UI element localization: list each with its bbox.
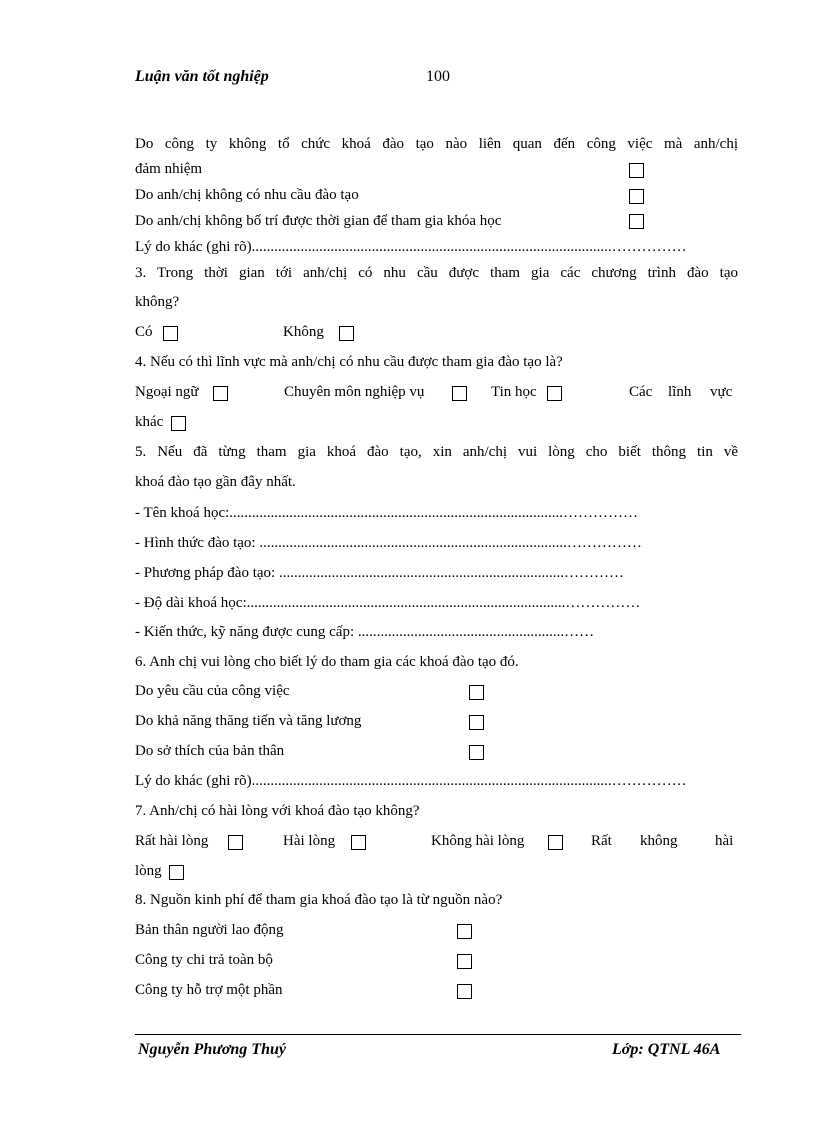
q4-option-professional: Chuyên môn nghiệp vụ: [284, 384, 425, 400]
footer-rule: [135, 1034, 741, 1035]
q4-option-other-word-3: vực: [710, 384, 733, 400]
q8-option-company-full: Công ty chi trả toàn bộ: [135, 952, 273, 968]
q4-option-foreign-language: Ngoại ngữ: [135, 384, 199, 400]
q7-option-satisfied: Hài lòng: [283, 833, 336, 849]
checkbox-q4-foreign-language[interactable]: [213, 386, 228, 401]
q5-field-course-name[interactable]: - Tên khoá học:.........................................................................................……………: [135, 505, 639, 521]
q5-line-2: khoá đào tạo gần đây nhất.: [135, 474, 296, 490]
checkbox-q4-professional[interactable]: [452, 386, 467, 401]
checkbox-q4-it[interactable]: [547, 386, 562, 401]
intro-other-reason[interactable]: Lý do khác (ghi rõ)................................................................................................……………: [135, 239, 687, 255]
q7-option-very-unsatisfied-word-2: không: [640, 833, 678, 849]
q4-question: 4. Nếu có thì lĩnh vực mà anh/chị có nhu cầu được tham gia đào tạo là?: [135, 354, 563, 370]
q3-yes-label: Có: [135, 324, 153, 340]
footer-author: Nguyễn Phương Thuý: [138, 1041, 286, 1058]
intro-line-1: Do công ty không tổ chức khoá đào tạo nào liên quan đến công việc mà anh/chị: [135, 136, 738, 152]
q5-field-skills[interactable]: - Kiến thức, kỹ năng được cung cấp: .......................................................……: [135, 624, 595, 640]
checkbox-q8-company-full[interactable]: [457, 954, 472, 969]
q3-line-2: không?: [135, 294, 180, 310]
q5-field-course-length[interactable]: - Độ dài khoá học:.....................................................................................……………: [135, 595, 641, 611]
checkbox-q4-other[interactable]: [171, 416, 186, 431]
q8-option-employee: Bản thân người lao động: [135, 922, 284, 938]
q4-option-other-word-2: lĩnh: [668, 384, 692, 400]
q7-option-very-unsatisfied-word-1: Rất: [591, 833, 612, 849]
intro-option-no-time: Do anh/chị không bố trí được thời gian để tham gia khóa học: [135, 213, 502, 229]
checkbox-q6-interest[interactable]: [469, 745, 484, 760]
checkbox-q8-company-partial[interactable]: [457, 984, 472, 999]
checkbox-q6-job-requirement[interactable]: [469, 685, 484, 700]
intro-line-2: đảm nhiệm: [135, 161, 203, 177]
q8-question: 8. Nguồn kinh phí để tham gia khoá đào tạo là từ nguồn nào?: [135, 892, 503, 908]
checkbox-q3-no[interactable]: [339, 326, 354, 341]
q6-option-interest: Do sở thích của bản thân: [135, 743, 285, 759]
checkbox-no-course[interactable]: [629, 163, 644, 178]
checkbox-no-time[interactable]: [629, 214, 644, 229]
q7-option-very-unsatisfied-word-3: hài: [715, 833, 734, 849]
q7-option-very-satisfied: Rất hài lòng: [135, 833, 209, 849]
q6-option-job-requirement: Do yêu cầu của công việc: [135, 683, 290, 699]
checkbox-q7-very-unsatisfied[interactable]: [169, 865, 184, 880]
checkbox-q7-very-satisfied[interactable]: [228, 835, 243, 850]
q3-line-1: 3. Trong thời gian tới anh/chị có nhu cầu được tham gia các chương trình đào tạo: [135, 265, 738, 281]
checkbox-no-need[interactable]: [629, 189, 644, 204]
q8-option-company-partial: Công ty hỗ trợ một phần: [135, 982, 283, 998]
q3-no-label: Không: [283, 324, 324, 340]
footer-class: Lớp: QTNL 46A: [612, 1041, 721, 1058]
checkbox-q3-yes[interactable]: [163, 326, 178, 341]
q7-question: 7. Anh/chị có hài lòng với khoá đào tạo không?: [135, 803, 420, 819]
page-number: 100: [426, 68, 450, 85]
q7-option-very-unsatisfied-word-4: lòng: [135, 863, 162, 879]
q5-field-training-method[interactable]: - Phương pháp đào tạo: ............................................................................…………: [135, 565, 624, 581]
q5-line-1: 5. Nếu đã từng tham gia khoá đào tạo, xin anh/chị vui lòng cho biết thông tin về: [135, 444, 738, 460]
q4-option-it: Tin học: [491, 384, 537, 400]
checkbox-q7-satisfied[interactable]: [351, 835, 366, 850]
q4-option-other-word-1: Các: [629, 384, 653, 400]
q7-option-not-satisfied: Không hài lòng: [431, 833, 525, 849]
header-title: Luận văn tốt nghiệp: [135, 68, 269, 85]
q6-other-reason[interactable]: Lý do khác (ghi rõ)................................................................................................……………: [135, 773, 687, 789]
q4-option-other-word-4: khác: [135, 414, 164, 430]
checkbox-q7-not-satisfied[interactable]: [548, 835, 563, 850]
checkbox-q8-employee[interactable]: [457, 924, 472, 939]
q5-field-training-form[interactable]: - Hình thức đào tạo: ..................................................................................……………: [135, 535, 642, 551]
q6-question: 6. Anh chị vui lòng cho biết lý do tham gia các khoá đào tạo đó.: [135, 654, 519, 670]
intro-option-no-need: Do anh/chị không có nhu cầu đào tạo: [135, 187, 359, 203]
checkbox-q6-promotion[interactable]: [469, 715, 484, 730]
q6-option-promotion: Do khả năng thăng tiến và tăng lương: [135, 713, 362, 729]
